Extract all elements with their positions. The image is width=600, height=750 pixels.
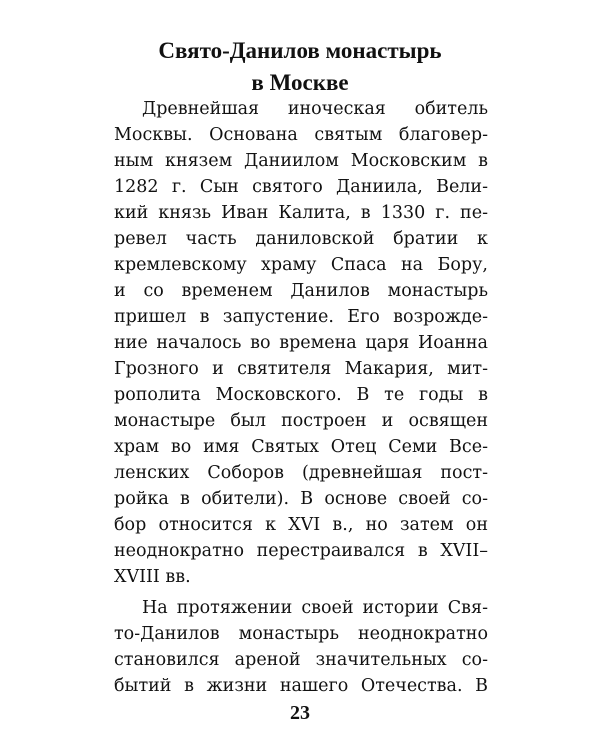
text-line: кий князь Иван Калита, в 1330 г. пе- [114,203,488,223]
text-line: Грозного и святителя Макария, мит- [114,359,488,379]
text-line: бытий в жизни нашего Отечества. В [114,676,488,696]
text-line: На протяжении своей истории Свя- [142,598,488,618]
page-title-line-2: в Москве [251,70,349,95]
text-line: пришел в запустение. Его возрожде- [114,307,488,327]
text-line: ние началось во времена царя Иоанна [114,333,488,353]
text-line: кремлевскому храму Спаса на Бору, [114,255,488,275]
text-line: и со временем Данилов монастырь [114,281,488,301]
text-line: 1282 г. Сын святого Даниила, Вели- [114,177,488,197]
text-line: бор относится к XVI в., но затем он [114,515,488,535]
text-line: XVIII вв. [114,567,191,587]
page-number: 23 [290,702,310,724]
text-line: Древнейшая иноческая обитель [142,99,488,119]
text-line: монастыре был построен и освящен [114,411,488,431]
text-line: то-Данилов монастырь неоднократно [114,624,488,644]
text-line: Москвы. Основана святым благовер- [114,125,488,145]
text-line: ревел часть даниловской братии к [114,229,488,249]
text-line: неоднократно перестраивался в XVII– [114,541,488,561]
page-title-line-1: Свято-Данилов монастырь [158,38,442,63]
text-line: становился ареной значительных со- [114,650,488,670]
text-line: рополита Московского. В те годы в [114,385,488,405]
text-line: ройка в обители). В основе своей со- [114,489,488,509]
text-line: ленских Соборов (древнейшая пост- [114,463,488,483]
text-line: ным князем Даниилом Московским в [114,151,488,171]
text-line: храм во имя Святых Отец Семи Все- [114,437,488,457]
